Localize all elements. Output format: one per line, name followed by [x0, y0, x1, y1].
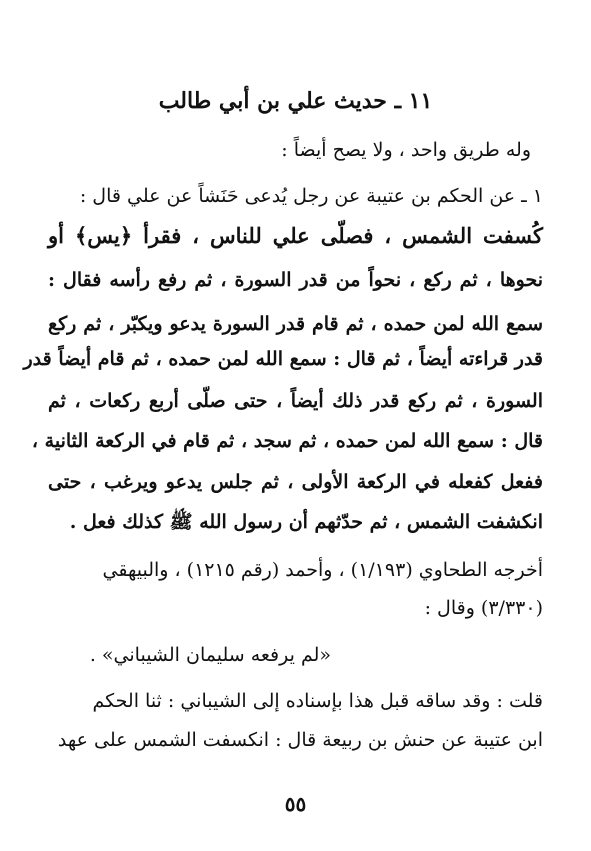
hadith-line: كُسفت الشمس ، فصلّى علي للناس ، فقرأ ﴿يس﴾ أو	[48, 223, 543, 248]
takhrij-line: أخرجه الطحاوي (١/١٩٣) ، وأحمد (رقم ١٢١٥) ، والبيهقي	[102, 559, 543, 581]
note-line: ابن عتيبة عن حنش بن ربيعة قال : انكسفت الشمس على عهد	[57, 729, 543, 751]
note-line: قلت : وقد ساقه قبل هذا بإسناده إلى الشيباني : ثنا الحكم	[92, 690, 543, 712]
hadith-line: ١ ـ عن الحكم بن عتيبة عن رجل يُدعى حَنَشاً عن علي قال :	[79, 185, 543, 207]
hadith-line: السورة ، ثم ركع قدر ذلك أيضاً ، حتى صلّى أربع ركعات ، ثم	[48, 390, 543, 412]
hadith-line: نحوها ، ثم ركع ، نحواً من قدر السورة ، ثم رفع رأسه فقال :	[48, 269, 543, 291]
hadith-line: ففعل كفعله في الركعة الأولى ، ثم جلس يدعو ويرغب ، حتى	[48, 471, 543, 493]
takhrij-line: (٣/٣٣٠) وقال :	[424, 597, 543, 619]
quote-line: «لم يرفعه سليمان الشيباني» .	[89, 644, 331, 666]
intro-line: وله طريق واحد ، ولا يصح أيضاً :	[281, 139, 531, 161]
page-number: ٥٥	[284, 792, 307, 816]
hadith-line: قال : سمع الله لمن حمده ، ثم سجد ، ثم قام في الركعة الثانية ،	[31, 430, 543, 452]
hadith-line: قدر قراءته أيضاً ، ثم قال : سمع الله لمن حمده ، ثم قام أيضاً قدر	[23, 348, 543, 370]
hadith-line: سمع الله لمن حمده ، ثم قام قدر السورة يدعو ويكبّر ، ثم ركع	[48, 313, 543, 335]
chapter-heading: ١١ ـ حديث علي بن أبي طالب	[158, 88, 433, 114]
hadith-line: انكشفت الشمس ، ثم حدّثهم أن رسول الله ﷺ كذلك فعل .	[69, 511, 543, 533]
